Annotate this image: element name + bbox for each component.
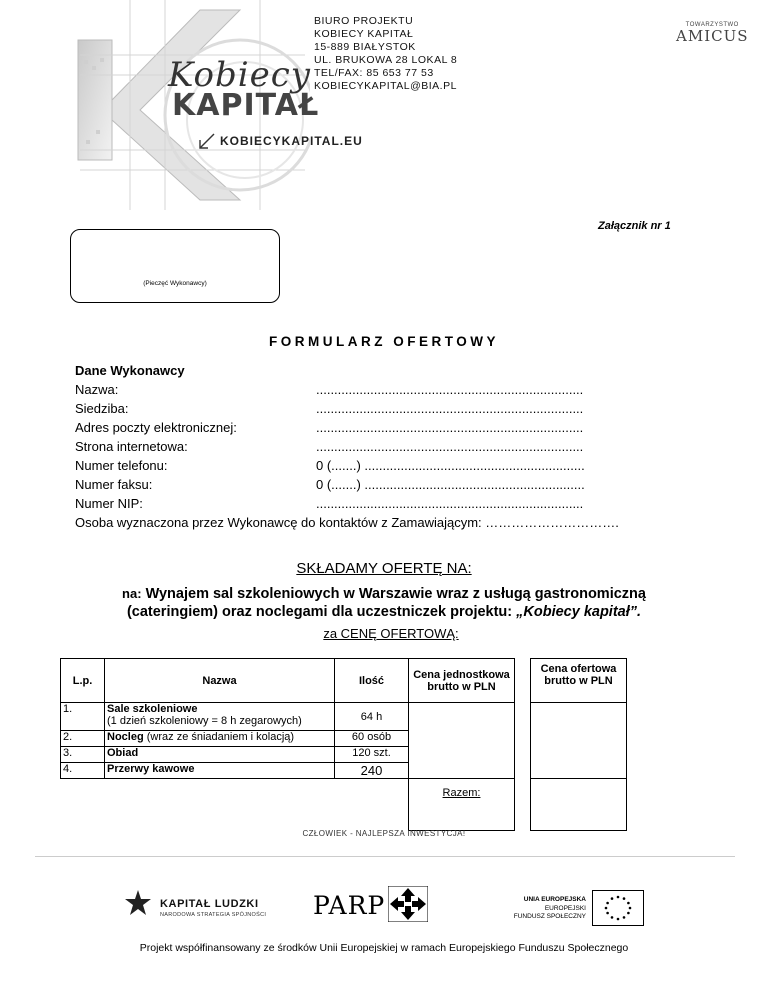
slogan: CZŁOWIEK - NAJLEPSZA INWESTYCJA! [302,829,466,838]
kapital-ludzki-subtitle: NARODOWA STRATEGIA SPÓJNOŚCI [160,912,267,918]
kapital-ludzki-star-icon [122,888,154,918]
table-row [61,703,627,731]
row-qty: 64 h [335,703,409,731]
sum-label: Razem: [409,779,515,831]
field-label-name: Nazwa: [75,382,119,397]
eu-line: UNIA EUROPEJSKA [523,896,586,903]
field-label-seat: Siedziba: [75,401,129,416]
header-lp: L.p. [61,659,105,703]
offer-subject-line-1 [0,586,768,602]
header-name: Nazwa [105,659,335,703]
offer-subject-text: Wynajem sal szkoleniowych w Warszawie wraz z usługą gastronomiczną [145,586,646,602]
office-line: 15-889 BIAŁYSTOK [314,41,416,53]
field-value-phone: 0 (.......) ............................................................. [316,458,585,473]
row-name [105,703,335,731]
field-label-website: Strona internetowa: [75,439,188,454]
offer-subject-text-2: (cateringiem) oraz noclegami dla uczestniczek projektu: [126,604,517,620]
field-value-website: .......................................................................... [316,439,584,454]
contractor-heading: Dane Wykonawcy [75,363,185,378]
offer-table [60,658,627,831]
project-name: „Kobiecy kapitał”. [516,604,642,620]
footer-divider [35,856,735,857]
header-unit-price: Cena jednostkowa brutto w PLN [409,659,515,703]
office-line: KOBIECYKAPITAL@BIA.PL [314,80,457,92]
eu-flag-icon [592,890,644,926]
field-value-fax: 0 (.......) ............................................................. [316,477,585,492]
parp-arrows-icon [388,886,428,922]
table-gap [515,703,531,779]
unit-price-cell [409,703,515,779]
field-value-seat: .......................................................................... [316,401,584,416]
contact-person-line: Osoba wyznaczona przez Wykonawcę do kontaktów z Zamawiającym: …………………………. [75,515,619,530]
row-name-main: Nocleg [107,731,144,743]
field-label-nip: Numer NIP: [75,496,143,511]
stamp-label: (Pieczęć Wykonawcy) [143,280,207,287]
amicus-logo [676,22,749,45]
row-name-detail: (wraz ze śniadaniem i kolacją) [143,731,295,743]
table-sum-row [61,779,627,831]
table-header-row [61,659,627,703]
offer-na-prefix: na: [122,586,142,601]
row-qty: 240 [335,763,409,779]
row-lp: 3. [61,747,105,763]
arrow-icon [198,132,216,150]
field-label-fax: Numer faksu: [75,477,153,492]
row-lp: 4. [61,763,105,779]
row-name [105,731,335,747]
annex-label: Załącznik nr 1 [598,220,671,232]
row-qty: 120 szt. [335,747,409,763]
amicus-name: AMICUS [676,27,749,45]
field-label-phone: Numer telefonu: [75,458,168,473]
row-name-main: Sale szkoleniowe [107,703,198,715]
office-line: UL. BRUKOWA 28 LOKAL 8 [314,54,458,66]
header-qty: Ilość [335,659,409,703]
eu-line: EUROPEJSKI [544,904,586,912]
form-title: FORMULARZ OFERTOWY [269,334,499,349]
header-total: Cena ofertowa brutto w PLN [531,659,627,703]
row-lp: 1. [61,703,105,731]
sum-value-cell [531,779,627,831]
brand-name: KAPITAŁ [172,88,320,123]
stamp-box [70,229,280,303]
offer-subject-line-2 [0,604,768,620]
table-gap [515,659,531,703]
parp-logo-text: PARP [313,891,386,920]
total-cell [531,703,627,779]
cofinancing-note: Projekt współfinansowany ze środków Unii Europejskiej w ramach Europejskiego Funduszu Społecznego [139,942,629,954]
price-heading-text: za CENĘ OFERTOWĄ: [323,626,459,641]
office-address-block [314,15,457,93]
brand-script-text: Kobiecy [168,55,311,95]
field-value-name: .......................................................................... [316,382,584,397]
office-line: TEL/FAX: 85 653 77 53 [314,67,434,79]
price-heading [0,626,768,641]
brand-url: KOBIECYKAPITAL.EU [220,134,363,148]
field-label-email: Adres poczty elektronicznej: [75,420,237,435]
row-name-main: Przerwy kawowe [105,763,335,779]
office-line: KOBIECY KAPITAŁ [314,28,414,40]
office-line: BIURO PROJEKTU [314,15,414,27]
eu-line: FUNDUSZ SPOŁECZNY [513,913,586,920]
eu-text [488,896,586,922]
offer-heading: SKŁADAMY OFERTĘ NA: [296,560,472,577]
kapital-ludzki-name: KAPITAŁ LUDZKI [160,898,259,910]
field-value-email: .......................................................................... [316,420,584,435]
field-value-nip: .......................................................................... [316,496,584,511]
row-name-detail: (1 dzień szkoleniowy = 8 h zegarowych) [107,715,302,727]
row-qty: 60 osób [335,731,409,747]
amicus-small-text: TOWARZYSTWO [685,22,739,28]
row-lp: 2. [61,731,105,747]
row-name-main: Obiad [105,747,335,763]
